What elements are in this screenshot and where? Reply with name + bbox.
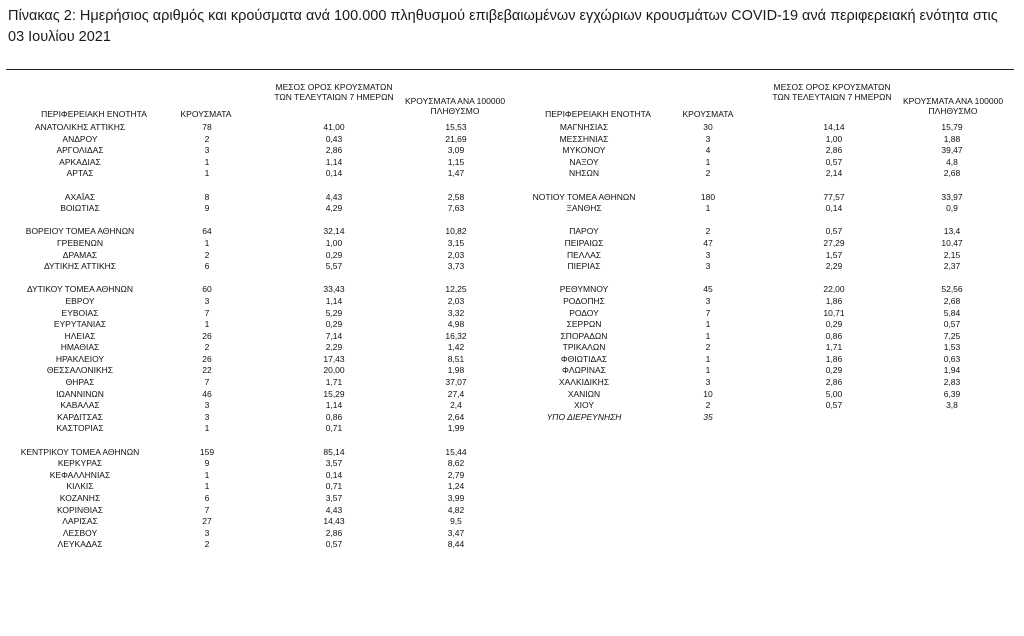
table-row: [0, 261, 520, 273]
per100k-cell: 0,57: [943, 319, 961, 330]
region-cell: ΕΥΒΟΙΑΣ: [61, 307, 99, 318]
avg-cell: 2,14: [825, 168, 843, 179]
cases-cell: 6: [204, 261, 210, 272]
cases-cell: 1: [705, 203, 711, 214]
table-row: [0, 505, 520, 517]
cases-cell: 1: [705, 330, 711, 341]
region-cell: ΗΡΑΚΛΕΙΟΥ: [55, 353, 105, 364]
avg-cell: 0,57: [825, 226, 843, 237]
cases-cell: 78: [202, 122, 212, 132]
region-cell: ΠΕΙΡΑΙΩΣ: [564, 237, 604, 248]
region-cell: ΓΡΕΒΕΝΩΝ: [57, 237, 103, 248]
cases-cell: 46: [202, 388, 212, 399]
region-cell: ΜΑΓΝΗΣΙΑΣ: [559, 122, 609, 132]
per100k-cell: 2,03: [447, 249, 465, 260]
per100k-cell: 2,03: [447, 295, 465, 306]
region-cell: ΦΘΙΩΤΙΔΑΣ: [560, 353, 608, 364]
cases-cell: 3: [204, 295, 210, 306]
per100k-cell: 3,09: [447, 145, 465, 156]
table-row: [0, 180, 520, 192]
avg-cell: 0,57: [825, 156, 843, 167]
cases-cell: 1: [705, 353, 711, 364]
table-row: [0, 238, 520, 250]
per100k-cell: 3,47: [447, 527, 465, 538]
avg-cell: 15,29: [323, 388, 345, 399]
table-row: [0, 308, 520, 320]
region-cell: ΚΕΦΑΛΛΗΝΙΑΣ: [49, 469, 111, 480]
region-cell: ΑΝΑΤΟΛΙΚΗΣ ΑΤΤΙΚΗΣ: [34, 122, 126, 132]
region-cell: ΚΑΣΤΟΡΙΑΣ: [56, 423, 104, 434]
region-cell: ΦΛΩΡΙΝΑΣ: [562, 365, 606, 376]
region-cell: ΜΕΣΣΗΝΙΑΣ: [559, 133, 609, 144]
cases-cell: 10: [703, 388, 713, 399]
region-cell: ΧΙΟΥ: [573, 400, 595, 411]
cases-cell: 3: [705, 261, 711, 272]
table-row: [500, 145, 1024, 157]
avg-cell: 1,86: [825, 295, 843, 306]
region-cell: ΕΒΡΟΥ: [65, 295, 95, 306]
avg-cell: 1,57: [825, 249, 843, 260]
region-cell: ΑΡΤΑΣ: [66, 168, 94, 179]
cases-cell: 1: [705, 319, 711, 330]
table-row: [0, 284, 520, 296]
region-cell: ΛΕΣΒΟΥ: [62, 527, 98, 538]
cases-cell: 1: [204, 481, 210, 492]
cases-cell: 2: [705, 226, 711, 237]
avg-cell: 4,43: [325, 191, 343, 202]
region-cell: ΥΠΟ ΔΙΕΡΕΥΝΗΣΗ: [546, 411, 622, 422]
per100k-cell: 4,8: [946, 156, 958, 167]
avg-cell: 0,29: [325, 319, 343, 330]
cases-cell: 30: [703, 122, 713, 132]
per100k-cell: 16,32: [445, 330, 467, 341]
table-row: [500, 180, 1024, 192]
cases-cell: 9: [204, 203, 210, 214]
avg-cell: 0,86: [825, 330, 843, 341]
region-cell: ΚΙΛΚΙΣ: [66, 481, 94, 492]
region-cell: ΚΑΡΔΙΤΣΑΣ: [57, 411, 103, 422]
cases-cell: 3: [204, 527, 210, 538]
avg-cell: 3,57: [325, 493, 343, 503]
region-cell: ΗΛΕΙΑΣ: [64, 330, 96, 341]
region-cell: ΚΟΖΑΝΗΣ: [59, 493, 101, 503]
avg-cell: 1,71: [325, 377, 343, 388]
per100k-cell: 2,83: [943, 377, 961, 388]
cases-cell: 7: [204, 307, 210, 318]
avg-cell: 0,29: [825, 319, 843, 330]
avg-cell: 2,29: [825, 261, 843, 272]
region-cell: ΑΡΓΟΛΙΔΑΣ: [56, 145, 104, 156]
table-row: [500, 215, 1024, 227]
avg-cell: 0,14: [825, 203, 843, 214]
per100k-cell: 1,47: [447, 168, 465, 179]
avg-cell: 41,00: [323, 122, 345, 132]
cases-cell: 1: [204, 469, 210, 480]
table-row: [0, 215, 520, 227]
region-cell: ΧΑΛΚΙΔΙΚΗΣ: [558, 377, 610, 388]
per100k-cell: 7,25: [943, 330, 961, 341]
region-cell: ΛΑΡΙΣΑΣ: [62, 516, 98, 527]
table-row: [500, 284, 1024, 296]
avg-cell: 0,57: [825, 400, 843, 411]
table-row: [500, 412, 1024, 424]
table-row: [0, 296, 520, 308]
avg-cell: 20,00: [323, 365, 345, 376]
region-cell: ΚΕΡΚΥΡΑΣ: [57, 458, 103, 469]
avg-cell: 0,43: [325, 133, 343, 144]
avg-cell: 0,14: [325, 469, 343, 480]
table-row: [0, 389, 520, 401]
avg-cell: 32,14: [323, 226, 345, 237]
per100k-cell: 2,58: [447, 191, 465, 202]
table-row: [0, 250, 520, 262]
header-rule: [6, 69, 1014, 70]
cases-cell: 3: [705, 295, 711, 306]
region-cell: ΚΑΒΑΛΑΣ: [60, 400, 100, 411]
avg-cell: 4,43: [325, 504, 343, 515]
cases-cell: 2: [705, 342, 711, 353]
avg-cell: 77,57: [823, 191, 845, 202]
cases-cell: 1: [705, 365, 711, 376]
per100k-cell: 4,82: [447, 504, 465, 515]
table-row: [0, 528, 520, 540]
region-cell: ΒΟΡΕΙΟΥ ΤΟΜΕΑ ΑΘΗΝΩΝ: [25, 226, 135, 237]
per100k-cell: 39,47: [941, 145, 963, 156]
cases-cell: 2: [204, 342, 210, 353]
cases-cell: 2: [204, 539, 210, 550]
per100k-cell: 1,88: [943, 133, 961, 144]
region-cell: ΝΟΤΙΟΥ ΤΟΜΕΑ ΑΘΗΝΩΝ: [532, 191, 636, 202]
table-row: [500, 389, 1024, 401]
cases-cell: 2: [705, 168, 711, 179]
region-cell: ΧΑΝΙΩΝ: [567, 388, 601, 399]
avg-cell: 33,43: [323, 284, 345, 295]
cases-cell: 2: [204, 249, 210, 260]
region-cell: ΒΟΙΩΤΙΑΣ: [60, 203, 100, 214]
table-row: [0, 122, 520, 134]
table-row: [500, 377, 1024, 389]
per100k-cell: 13,4: [943, 226, 961, 237]
table-row: [0, 203, 520, 215]
table-row: [0, 273, 520, 285]
region-cell: ΑΝΔΡΟΥ: [62, 133, 98, 144]
per100k-cell: 0,9: [946, 203, 958, 214]
per100k-cell: 8,44: [447, 539, 465, 550]
region-cell: ΙΩΑΝΝΙΝΩΝ: [56, 388, 104, 399]
table-row: [0, 423, 520, 435]
table-row: [0, 168, 520, 180]
right-header-avg: ΜΕΣΟΣ ΟΡΟΣ ΚΡΟΥΣΜΑΤΩΝ ΤΩΝ ΤΕΛΕΥΤΑΙΩΝ 7 ΗΜΕΡΩΝ: [772, 82, 892, 102]
avg-cell: 5,00: [825, 388, 843, 399]
avg-cell: 1,86: [825, 353, 843, 364]
avg-cell: 1,14: [325, 156, 343, 167]
avg-cell: 4,29: [325, 203, 343, 214]
avg-cell: 0,57: [325, 539, 343, 550]
region-cell: ΑΧΑΪΑΣ: [64, 191, 96, 202]
avg-cell: 2,86: [825, 377, 843, 388]
table-row: [0, 470, 520, 482]
per100k-cell: 1,98: [447, 365, 465, 376]
per100k-cell: 15,44: [445, 446, 467, 457]
avg-cell: 0,71: [325, 423, 343, 434]
per100k-cell: 21,69: [445, 133, 467, 144]
avg-cell: 0,86: [325, 411, 343, 422]
table-row: [0, 400, 520, 412]
cases-cell: 22: [202, 365, 212, 376]
per100k-cell: 1,15: [447, 156, 465, 167]
cases-cell: 1: [204, 156, 210, 167]
cases-cell: 1: [204, 423, 210, 434]
table-row: [500, 273, 1024, 285]
avg-cell: 5,57: [325, 261, 343, 272]
per100k-cell: 2,64: [447, 411, 465, 422]
table-row: [500, 226, 1024, 238]
cases-cell: 7: [204, 377, 210, 388]
cases-cell: 6: [204, 493, 210, 503]
table-row: [500, 296, 1024, 308]
per100k-cell: 7,63: [447, 203, 465, 214]
table-row: [0, 447, 520, 459]
per100k-cell: 6,39: [943, 388, 961, 399]
per100k-cell: 4,98: [447, 319, 465, 330]
table-row: [500, 319, 1024, 331]
avg-cell: 27,29: [823, 237, 845, 248]
per100k-cell: 1,94: [943, 365, 961, 376]
per100k-cell: 1,24: [447, 481, 465, 492]
table-row: [500, 157, 1024, 169]
cases-cell: 9: [204, 458, 210, 469]
per100k-cell: 15,79: [941, 122, 963, 132]
cases-cell: 7: [705, 307, 711, 318]
table-row: [500, 238, 1024, 250]
avg-cell: 1,14: [325, 400, 343, 411]
per100k-cell: 1,53: [943, 342, 961, 353]
region-cell: ΣΕΡΡΩΝ: [566, 319, 602, 330]
cases-cell: 180: [700, 191, 716, 202]
per100k-cell: 3,99: [447, 493, 465, 503]
left-header-per100k: ΚΡΟΥΣΜΑΤΑ ΑΝΑ 100000 ΠΛΗΘΥΣΜΟ: [404, 96, 506, 116]
table-row: [0, 319, 520, 331]
cases-cell: 3: [705, 133, 711, 144]
region-cell: ΔΥΤΙΚΗΣ ΑΤΤΙΚΗΣ: [43, 261, 117, 272]
per100k-cell: 52,56: [941, 284, 963, 295]
per100k-cell: 2,68: [943, 168, 961, 179]
per100k-cell: 12,25: [445, 284, 467, 295]
cases-cell: 3: [204, 400, 210, 411]
region-cell: ΡΕΘΥΜΝΟΥ: [559, 284, 609, 295]
region-cell: ΠΕΛΛΑΣ: [566, 249, 602, 260]
table-row: [500, 168, 1024, 180]
table-row: [0, 516, 520, 528]
per100k-cell: 8,51: [447, 353, 465, 364]
table-row: [0, 481, 520, 493]
table-row: [500, 342, 1024, 354]
table-row: [500, 365, 1024, 377]
avg-cell: 0,71: [325, 481, 343, 492]
avg-cell: 2,29: [325, 342, 343, 353]
table-row: [0, 331, 520, 343]
region-cell: ΔΡΑΜΑΣ: [62, 249, 98, 260]
cases-cell: 159: [199, 446, 215, 457]
table-row: [500, 203, 1024, 215]
cases-cell: 35: [703, 411, 713, 422]
table-row: [0, 145, 520, 157]
table-row: [0, 226, 520, 238]
table-row: [0, 539, 520, 551]
table-row: [500, 134, 1024, 146]
left-header-region: ΠΕΡΙΦΕΡΕΙΑΚΗ ΕΝΟΤΗΤΑ: [41, 109, 147, 119]
per100k-cell: 3,15: [447, 237, 465, 248]
left-header-cases: ΚΡΟΥΣΜΑΤΑ: [180, 109, 232, 119]
table-row: [0, 134, 520, 146]
left-header-avg: ΜΕΣΟΣ ΟΡΟΣ ΚΡΟΥΣΜΑΤΩΝ ΤΩΝ ΤΕΛΕΥΤΑΙΩΝ 7 ΗΜΕΡΩΝ: [274, 82, 394, 102]
cases-cell: 1: [204, 319, 210, 330]
per100k-cell: 15,53: [445, 122, 467, 132]
left-table: [0, 122, 520, 551]
avg-cell: 0,14: [325, 168, 343, 179]
avg-cell: 5,29: [325, 307, 343, 318]
table-row: [500, 250, 1024, 262]
cases-cell: 1: [204, 237, 210, 248]
per100k-cell: 3,8: [946, 400, 958, 411]
region-cell: ΘΕΣΣΑΛΟΝΙΚΗΣ: [46, 365, 114, 376]
table-row: [0, 458, 520, 470]
cases-cell: 3: [204, 145, 210, 156]
per100k-cell: 1,99: [447, 423, 465, 434]
cases-cell: 2: [204, 133, 210, 144]
cases-cell: 47: [703, 237, 713, 248]
cases-cell: 2: [705, 400, 711, 411]
table-row: [500, 308, 1024, 320]
avg-cell: 2,86: [825, 145, 843, 156]
right-header-region: ΠΕΡΙΦΕΡΕΙΑΚΗ ΕΝΟΤΗΤΑ: [545, 109, 651, 119]
avg-cell: 0,29: [825, 365, 843, 376]
per100k-cell: 10,47: [941, 237, 963, 248]
table-row: [500, 122, 1024, 134]
cases-cell: 1: [705, 156, 711, 167]
region-cell: ΡΟΔΟΥ: [569, 307, 599, 318]
avg-cell: 0,29: [325, 249, 343, 260]
table-row: [500, 400, 1024, 412]
region-cell: ΣΠΟΡΑΔΩΝ: [560, 330, 608, 341]
per100k-cell: 2,37: [943, 261, 961, 272]
region-cell: ΝΑΞΟΥ: [569, 156, 599, 167]
region-cell: ΛΕΥΚΑΔΑΣ: [57, 539, 103, 550]
region-cell: ΔΥΤΙΚΟΥ ΤΟΜΕΑ ΑΘΗΝΩΝ: [26, 284, 134, 295]
per100k-cell: 9,5: [450, 516, 462, 527]
avg-cell: 1,00: [325, 237, 343, 248]
avg-cell: 14,14: [823, 122, 845, 132]
cases-cell: 7: [204, 504, 210, 515]
per100k-cell: 37,07: [445, 377, 467, 388]
per100k-cell: 3,32: [447, 307, 465, 318]
cases-cell: 1: [204, 168, 210, 179]
region-cell: ΑΡΚΑΔΙΑΣ: [59, 156, 101, 167]
avg-cell: 1,71: [825, 342, 843, 353]
avg-cell: 1,00: [825, 133, 843, 144]
cases-cell: 3: [204, 411, 210, 422]
avg-cell: 2,86: [325, 145, 343, 156]
right-header-per100k: ΚΡΟΥΣΜΑΤΑ ΑΝΑ 100000 ΠΛΗΘΥΣΜΟ: [902, 96, 1004, 116]
avg-cell: 22,00: [823, 284, 845, 295]
table-row: [0, 493, 520, 505]
avg-cell: 85,14: [323, 446, 345, 457]
avg-cell: 17,43: [323, 353, 345, 364]
table-row: [0, 354, 520, 366]
table-row: [0, 377, 520, 389]
region-cell: ΜΥΚΟΝΟΥ: [562, 145, 606, 156]
right-table: [500, 122, 1024, 423]
table-row: [0, 342, 520, 354]
cases-cell: 8: [204, 191, 210, 202]
table-title: Πίνακας 2: Ημερήσιος αριθμός και κρούσματα ανά 100.000 πληθυσμού επιβεβαιωμένων εγχώριων κρουσμάτων COVID-19 ανά περιφερειακή ενότητα στις 03 Ιουλίου 2021: [8, 8, 998, 45]
region-cell: ΚΕΝΤΡΙΚΟΥ ΤΟΜΕΑ ΑΘΗΝΩΝ: [20, 446, 140, 457]
per100k-cell: 2,4: [450, 400, 462, 411]
table-row: [500, 354, 1024, 366]
per100k-cell: 2,68: [943, 295, 961, 306]
cases-cell: 27: [202, 516, 212, 527]
avg-cell: 1,14: [325, 295, 343, 306]
table-row: [0, 157, 520, 169]
cases-cell: 64: [202, 226, 212, 237]
right-header-cases: ΚΡΟΥΣΜΑΤΑ: [682, 109, 734, 119]
region-cell: ΕΥΡΥΤΑΝΙΑΣ: [53, 319, 107, 330]
table-row: [0, 412, 520, 424]
region-cell: ΗΜΑΘΙΑΣ: [60, 342, 100, 353]
region-cell: ΝΗΣΩΝ: [568, 168, 600, 179]
table-row: [500, 192, 1024, 204]
region-cell: ΤΡΙΚΑΛΩΝ: [562, 342, 606, 353]
avg-cell: 3,57: [325, 458, 343, 469]
per100k-cell: 2,79: [447, 469, 465, 480]
region-cell: ΠΑΡΟΥ: [569, 226, 599, 237]
region-cell: ΚΟΡΙΝΘΙΑΣ: [56, 504, 104, 515]
per100k-cell: 8,62: [447, 458, 465, 469]
table-row: [0, 365, 520, 377]
per100k-cell: 3,73: [447, 261, 465, 272]
cases-cell: 4: [705, 145, 711, 156]
cases-cell: 3: [705, 377, 711, 388]
per100k-cell: 33,97: [941, 191, 963, 202]
per100k-cell: 2,15: [943, 249, 961, 260]
cases-cell: 26: [202, 330, 212, 341]
region-cell: ΘΗΡΑΣ: [65, 377, 95, 388]
region-cell: ΡΟΔΟΠΗΣ: [563, 295, 605, 306]
avg-cell: 14,43: [323, 516, 345, 527]
avg-cell: 10,71: [823, 307, 845, 318]
avg-cell: 7,14: [325, 330, 343, 341]
cases-cell: 26: [202, 353, 212, 364]
per100k-cell: 0,63: [943, 353, 961, 364]
per100k-cell: 27,4: [447, 388, 465, 399]
per100k-cell: 1,42: [447, 342, 465, 353]
per100k-cell: 5,84: [943, 307, 961, 318]
per100k-cell: 10,82: [445, 226, 467, 237]
table-row: [0, 435, 520, 447]
table-row: [0, 192, 520, 204]
cases-cell: 3: [705, 249, 711, 260]
region-cell: ΠΙΕΡΙΑΣ: [567, 261, 601, 272]
cases-cell: 60: [202, 284, 212, 295]
table-row: [500, 261, 1024, 273]
avg-cell: 2,86: [325, 527, 343, 538]
table-row: [500, 331, 1024, 343]
region-cell: ΞΑΝΘΗΣ: [566, 203, 602, 214]
cases-cell: 45: [703, 284, 713, 295]
